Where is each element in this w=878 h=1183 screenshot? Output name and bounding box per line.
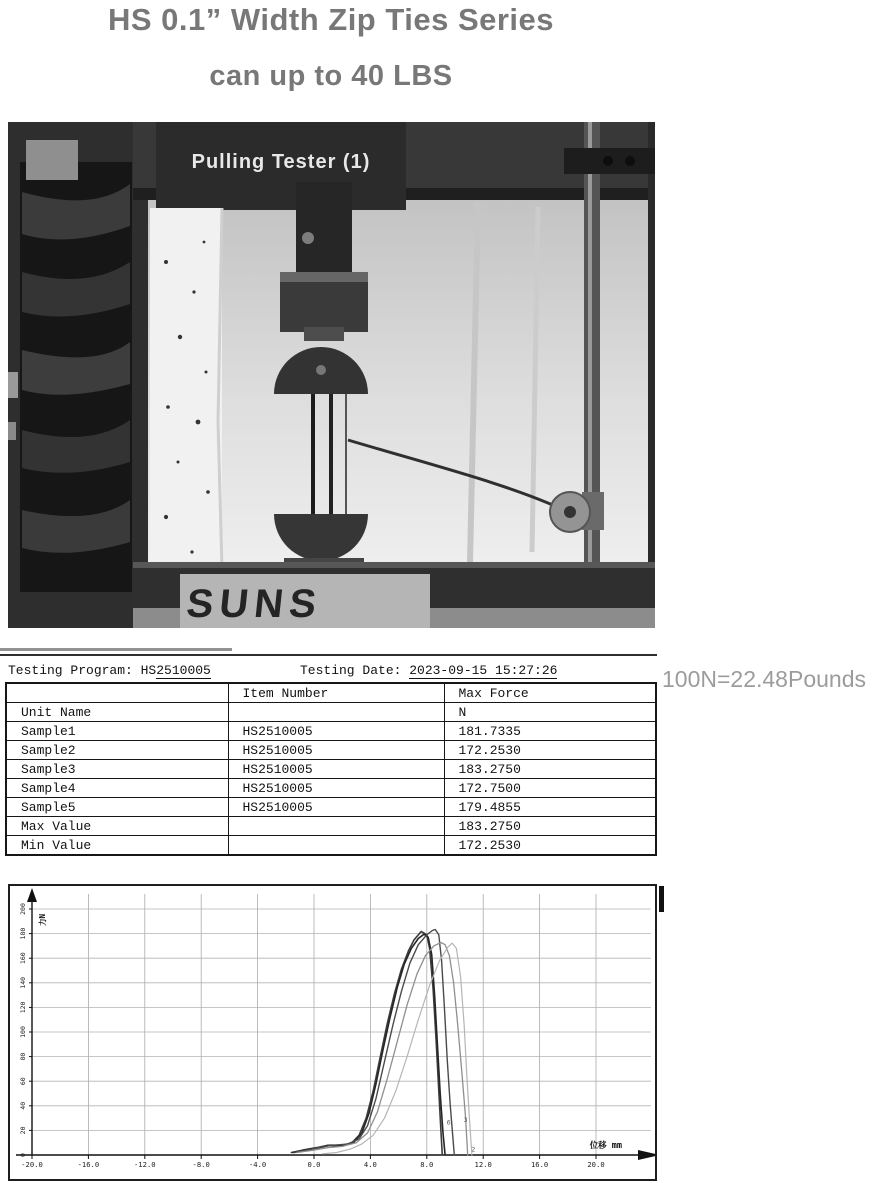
table-row-cell-1: HS2510005: [228, 760, 444, 779]
curve-label: 3: [463, 1115, 468, 1124]
table-row-cell-0: Unit Name: [6, 703, 228, 722]
table-row: [6, 836, 656, 856]
y-tick-label: 20: [19, 1126, 27, 1135]
table-header-row-cell-2: Max Force: [444, 683, 656, 703]
x-tick-label: 8.0: [420, 1160, 434, 1169]
table-row-cell-2: 183.2750: [444, 760, 656, 779]
testing-date-value: 2023-09-15 15:27:26: [409, 663, 558, 678]
x-tick-label: 0.0: [307, 1160, 321, 1169]
table-header-row-cell-0: [6, 683, 228, 703]
table-row-cell-1: HS2510005: [228, 798, 444, 817]
y-tick-label: 60: [19, 1077, 27, 1086]
y-axis-title: 力N: [38, 913, 47, 927]
y-tick-label: 140: [19, 976, 27, 989]
y-axis-arrow: [27, 888, 37, 902]
machine-label: Pulling Tester (1): [191, 151, 371, 173]
table-row-cell-2: 172.2530: [444, 741, 656, 760]
x-tick-label: 20.0: [587, 1160, 605, 1169]
curve-label: 6: [446, 1118, 451, 1127]
table-row-cell-0: Sample3: [6, 760, 228, 779]
x-tick-label: -8.0: [192, 1160, 210, 1169]
table-header-row: [6, 683, 656, 703]
base: [133, 562, 655, 628]
table-row: [6, 722, 656, 741]
table-row: [6, 741, 656, 760]
table-row-cell-1: [228, 836, 444, 856]
table-row-cell-2: 179.4855: [444, 798, 656, 817]
x-tick-label: -4.0: [248, 1160, 267, 1169]
table-row: [6, 798, 656, 817]
table-row-cell-2: 183.2750: [444, 817, 656, 836]
table-row-cell-2: N: [444, 703, 656, 722]
divider-thin: [0, 654, 657, 656]
table-row-cell-0: Min Value: [6, 836, 228, 856]
table-row-cell-2: 172.7500: [444, 779, 656, 798]
x-tick-label: -16.0: [77, 1160, 100, 1169]
table-row-cell-1: [228, 703, 444, 722]
table-row-cell-0: Max Value: [6, 817, 228, 836]
unit-conversion-note: 100N=22.48Pounds: [662, 666, 866, 692]
table-row-cell-1: [228, 817, 444, 836]
results-table: [5, 682, 657, 856]
table-row: [6, 779, 656, 798]
y-tick-label: 100: [19, 1026, 27, 1038]
x-tick-label: 16.0: [530, 1160, 549, 1169]
x-axis-arrow: [638, 1150, 655, 1160]
x-tick-label: -20.0: [21, 1160, 43, 1169]
chart-svg: [10, 886, 655, 1179]
x-tick-label: -12.0: [133, 1160, 156, 1169]
force-displacement-chart: [8, 884, 657, 1181]
table-row-cell-1: HS2510005: [228, 779, 444, 798]
x-axis-title: 位移 mm: [589, 1141, 622, 1151]
testing-program-prefix: HS: [140, 663, 157, 678]
table-row: [6, 760, 656, 779]
table-row: [6, 817, 656, 836]
testing-program-label: Testing Program:: [8, 663, 141, 678]
left-column: [8, 122, 148, 628]
table-row: [6, 703, 656, 722]
pulling-tester-photo: [8, 122, 655, 628]
table-row-cell-2: 172.2530: [444, 836, 656, 856]
y-tick-label: 40: [19, 1101, 27, 1110]
table-row-cell-1: HS2510005: [228, 722, 444, 741]
testing-date-label: Testing Date:: [300, 663, 410, 678]
x-tick-label: 4.0: [363, 1160, 377, 1169]
x-tick-label: 12.0: [474, 1160, 492, 1169]
page-title: HS 0.1” Width Zip Ties Series: [107, 2, 555, 37]
table-row-cell-2: 181.7335: [444, 722, 656, 741]
y-tick-label: 80: [19, 1052, 27, 1061]
y-tick-label: 160: [19, 952, 27, 965]
y-tick-label: 0: [19, 1153, 27, 1157]
table-row-cell-1: HS2510005: [228, 741, 444, 760]
divider-thick: [0, 648, 232, 651]
y-tick-label: 200: [19, 903, 27, 915]
table-row-cell-0: Sample2: [6, 741, 228, 760]
brand-logo: SUNS: [184, 582, 325, 626]
testing-meta: [8, 663, 658, 681]
y-tick-label: 120: [19, 1001, 27, 1014]
page-subtitle: can up to 40 LBS: [209, 60, 453, 92]
curve-label: 2: [471, 1145, 476, 1154]
table-header-row-cell-1: Item Number: [228, 683, 444, 703]
chart-corner-mark: [659, 886, 664, 912]
table-row-cell-0: Sample1: [6, 722, 228, 741]
table-row-cell-0: Sample4: [6, 779, 228, 798]
testing-program-value: 2510005: [156, 663, 211, 678]
table-row-cell-0: Sample5: [6, 798, 228, 817]
y-tick-label: 180: [19, 927, 27, 940]
